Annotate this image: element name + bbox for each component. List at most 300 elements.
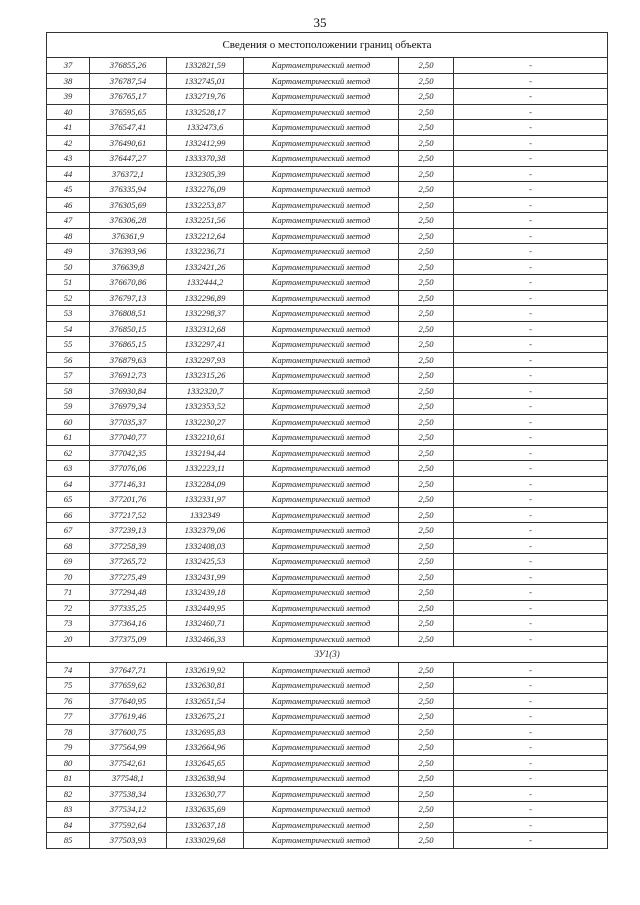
description-cell: - xyxy=(454,352,608,368)
point-number: 48 xyxy=(47,228,90,244)
method-cell: Картометрический метод xyxy=(244,709,399,725)
point-number: 42 xyxy=(47,135,90,151)
point-number: 64 xyxy=(47,476,90,492)
point-number: 38 xyxy=(47,73,90,89)
table-row xyxy=(47,321,608,337)
coord-x: 376865,15 xyxy=(90,337,167,353)
point-number: 67 xyxy=(47,523,90,539)
point-number: 72 xyxy=(47,600,90,616)
coord-y: 1332320,7 xyxy=(167,383,244,399)
coord-x: 376855,26 xyxy=(90,58,167,74)
point-number: 68 xyxy=(47,538,90,554)
description-cell: - xyxy=(454,228,608,244)
coord-x: 376797,13 xyxy=(90,290,167,306)
point-number: 39 xyxy=(47,89,90,105)
method-cell: Картометрический метод xyxy=(244,368,399,384)
table-row xyxy=(47,104,608,120)
coord-x: 377258,39 xyxy=(90,538,167,554)
coord-y: 1332675,21 xyxy=(167,709,244,725)
method-cell: Картометрический метод xyxy=(244,352,399,368)
accuracy-cell: 2,50 xyxy=(399,554,454,570)
coord-x: 377040,77 xyxy=(90,430,167,446)
accuracy-cell: 2,50 xyxy=(399,709,454,725)
coord-x: 376305,69 xyxy=(90,197,167,213)
method-cell: Картометрический метод xyxy=(244,492,399,508)
point-number: 78 xyxy=(47,724,90,740)
method-cell: Картометрический метод xyxy=(244,182,399,198)
table-row xyxy=(47,259,608,275)
accuracy-cell: 2,50 xyxy=(399,275,454,291)
point-number: 54 xyxy=(47,321,90,337)
table-row xyxy=(47,135,608,151)
accuracy-cell: 2,50 xyxy=(399,445,454,461)
method-cell: Картометрический метод xyxy=(244,476,399,492)
accuracy-cell: 2,50 xyxy=(399,244,454,260)
coord-y: 1332305,39 xyxy=(167,166,244,182)
accuracy-cell: 2,50 xyxy=(399,166,454,182)
point-number: 60 xyxy=(47,414,90,430)
point-number: 73 xyxy=(47,616,90,632)
description-cell: - xyxy=(454,275,608,291)
point-number: 81 xyxy=(47,771,90,787)
coord-x: 376447,27 xyxy=(90,151,167,167)
table-title-row xyxy=(47,33,608,58)
method-cell: Картометрический метод xyxy=(244,724,399,740)
accuracy-cell: 2,50 xyxy=(399,833,454,849)
table-row xyxy=(47,89,608,105)
point-number: 56 xyxy=(47,352,90,368)
method-cell: Картометрический метод xyxy=(244,817,399,833)
table-row xyxy=(47,678,608,694)
description-cell: - xyxy=(454,709,608,725)
description-cell: - xyxy=(454,58,608,74)
coord-y: 1332353,52 xyxy=(167,399,244,415)
accuracy-cell: 2,50 xyxy=(399,786,454,802)
coord-y: 1332473,6 xyxy=(167,120,244,136)
coord-y: 1333029,68 xyxy=(167,833,244,849)
coord-y: 1332349 xyxy=(167,507,244,523)
coord-x: 377146,31 xyxy=(90,476,167,492)
coord-y: 1332638,94 xyxy=(167,771,244,787)
description-cell: - xyxy=(454,507,608,523)
method-cell: Картометрический метод xyxy=(244,228,399,244)
coord-x: 376787,54 xyxy=(90,73,167,89)
section-label: ЗУ1(3) xyxy=(47,647,608,663)
coord-y: 1333370,38 xyxy=(167,151,244,167)
description-cell: - xyxy=(454,290,608,306)
table-row xyxy=(47,569,608,585)
description-cell: - xyxy=(454,693,608,709)
coord-y: 1332651,54 xyxy=(167,693,244,709)
page-number: 35 xyxy=(313,15,327,30)
accuracy-cell: 2,50 xyxy=(399,523,454,539)
accuracy-cell: 2,50 xyxy=(399,58,454,74)
method-cell: Картометрический метод xyxy=(244,73,399,89)
coord-y: 1332439,18 xyxy=(167,585,244,601)
coord-x: 377640,95 xyxy=(90,693,167,709)
accuracy-cell: 2,50 xyxy=(399,461,454,477)
method-cell: Картометрический метод xyxy=(244,120,399,136)
point-number: 70 xyxy=(47,569,90,585)
coord-y: 1332230,27 xyxy=(167,414,244,430)
coord-y: 1332528,17 xyxy=(167,104,244,120)
table-row xyxy=(47,740,608,756)
accuracy-cell: 2,50 xyxy=(399,89,454,105)
description-cell: - xyxy=(454,492,608,508)
coord-y: 1332297,93 xyxy=(167,352,244,368)
table-row xyxy=(47,724,608,740)
point-number: 75 xyxy=(47,678,90,694)
coord-x: 376912,73 xyxy=(90,368,167,384)
point-number: 65 xyxy=(47,492,90,508)
coord-x: 377592,64 xyxy=(90,817,167,833)
coord-x: 377042,35 xyxy=(90,445,167,461)
point-number: 44 xyxy=(47,166,90,182)
accuracy-cell: 2,50 xyxy=(399,383,454,399)
description-cell: - xyxy=(454,414,608,430)
table-row xyxy=(47,461,608,477)
method-cell: Картометрический метод xyxy=(244,786,399,802)
method-cell: Картометрический метод xyxy=(244,585,399,601)
point-number: 85 xyxy=(47,833,90,849)
point-number: 76 xyxy=(47,693,90,709)
table-row xyxy=(47,833,608,849)
description-cell: - xyxy=(454,631,608,647)
accuracy-cell: 2,50 xyxy=(399,352,454,368)
table-row xyxy=(47,337,608,353)
description-cell: - xyxy=(454,182,608,198)
description-cell: - xyxy=(454,151,608,167)
table-row xyxy=(47,151,608,167)
description-cell: - xyxy=(454,817,608,833)
method-cell: Картометрический метод xyxy=(244,399,399,415)
table-row xyxy=(47,166,608,182)
point-number: 59 xyxy=(47,399,90,415)
method-cell: Картометрический метод xyxy=(244,662,399,678)
coord-y: 1332412,99 xyxy=(167,135,244,151)
accuracy-cell: 2,50 xyxy=(399,802,454,818)
description-cell: - xyxy=(454,383,608,399)
table-row xyxy=(47,755,608,771)
point-number: 53 xyxy=(47,306,90,322)
description-cell: - xyxy=(454,771,608,787)
method-cell: Картометрический метод xyxy=(244,166,399,182)
coord-x: 377265,72 xyxy=(90,554,167,570)
coord-x: 376808,51 xyxy=(90,306,167,322)
coord-y: 1332444,2 xyxy=(167,275,244,291)
boundary-coordinates-table xyxy=(46,32,608,849)
point-number: 69 xyxy=(47,554,90,570)
table-row xyxy=(47,445,608,461)
table-row xyxy=(47,693,608,709)
coord-y: 1332298,37 xyxy=(167,306,244,322)
description-cell: - xyxy=(454,445,608,461)
table-row xyxy=(47,213,608,229)
description-cell: - xyxy=(454,523,608,539)
coord-y: 1332821,59 xyxy=(167,58,244,74)
table-row xyxy=(47,228,608,244)
coord-x: 377600,75 xyxy=(90,724,167,740)
table-row xyxy=(47,662,608,678)
method-cell: Картометрический метод xyxy=(244,755,399,771)
coord-y: 1332425,53 xyxy=(167,554,244,570)
accuracy-cell: 2,50 xyxy=(399,538,454,554)
description-cell: - xyxy=(454,476,608,492)
coord-y: 1332635,69 xyxy=(167,802,244,818)
coord-x: 376670,86 xyxy=(90,275,167,291)
point-number: 41 xyxy=(47,120,90,136)
coord-x: 377201,76 xyxy=(90,492,167,508)
section-row xyxy=(47,647,608,663)
accuracy-cell: 2,50 xyxy=(399,817,454,833)
coord-y: 1332296,89 xyxy=(167,290,244,306)
coord-x: 377564,99 xyxy=(90,740,167,756)
table-row xyxy=(47,476,608,492)
method-cell: Картометрический метод xyxy=(244,213,399,229)
coord-y: 1332637,18 xyxy=(167,817,244,833)
coord-y: 1332212,64 xyxy=(167,228,244,244)
table-row xyxy=(47,631,608,647)
table-row xyxy=(47,368,608,384)
point-number: 80 xyxy=(47,755,90,771)
coord-x: 376639,8 xyxy=(90,259,167,275)
method-cell: Картометрический метод xyxy=(244,151,399,167)
coord-x: 376979,34 xyxy=(90,399,167,415)
method-cell: Картометрический метод xyxy=(244,740,399,756)
point-number: 37 xyxy=(47,58,90,74)
description-cell: - xyxy=(454,244,608,260)
description-cell: - xyxy=(454,259,608,275)
coord-y: 1332379,06 xyxy=(167,523,244,539)
description-cell: - xyxy=(454,89,608,105)
description-cell: - xyxy=(454,585,608,601)
method-cell: Картометрический метод xyxy=(244,616,399,632)
accuracy-cell: 2,50 xyxy=(399,724,454,740)
accuracy-cell: 2,50 xyxy=(399,135,454,151)
method-cell: Картометрический метод xyxy=(244,693,399,709)
table-row xyxy=(47,802,608,818)
coord-x: 377335,25 xyxy=(90,600,167,616)
coord-y: 1332194,44 xyxy=(167,445,244,461)
method-cell: Картометрический метод xyxy=(244,290,399,306)
accuracy-cell: 2,50 xyxy=(399,569,454,585)
description-cell: - xyxy=(454,197,608,213)
accuracy-cell: 2,50 xyxy=(399,104,454,120)
coord-y: 1332645,65 xyxy=(167,755,244,771)
point-number: 83 xyxy=(47,802,90,818)
method-cell: Картометрический метод xyxy=(244,678,399,694)
coord-y: 1332223,11 xyxy=(167,461,244,477)
coord-x: 377647,71 xyxy=(90,662,167,678)
coord-x: 377217,52 xyxy=(90,507,167,523)
point-number: 20 xyxy=(47,631,90,647)
method-cell: Картометрический метод xyxy=(244,414,399,430)
method-cell: Картометрический метод xyxy=(244,259,399,275)
table-row xyxy=(47,523,608,539)
coord-x: 377076,06 xyxy=(90,461,167,477)
point-number: 47 xyxy=(47,213,90,229)
point-number: 58 xyxy=(47,383,90,399)
method-cell: Картометрический метод xyxy=(244,306,399,322)
coord-x: 376361,9 xyxy=(90,228,167,244)
method-cell: Картометрический метод xyxy=(244,554,399,570)
method-cell: Картометрический метод xyxy=(244,89,399,105)
accuracy-cell: 2,50 xyxy=(399,151,454,167)
accuracy-cell: 2,50 xyxy=(399,290,454,306)
coord-x: 377538,34 xyxy=(90,786,167,802)
method-cell: Картометрический метод xyxy=(244,58,399,74)
coord-x: 377294,48 xyxy=(90,585,167,601)
coord-x: 376372,1 xyxy=(90,166,167,182)
method-cell: Картометрический метод xyxy=(244,275,399,291)
description-cell: - xyxy=(454,600,608,616)
coord-y: 1332210,61 xyxy=(167,430,244,446)
accuracy-cell: 2,50 xyxy=(399,678,454,694)
description-cell: - xyxy=(454,321,608,337)
coord-y: 1332297,41 xyxy=(167,337,244,353)
method-cell: Картометрический метод xyxy=(244,104,399,120)
point-number: 55 xyxy=(47,337,90,353)
method-cell: Картометрический метод xyxy=(244,430,399,446)
description-cell: - xyxy=(454,833,608,849)
point-number: 63 xyxy=(47,461,90,477)
coord-x: 376765,17 xyxy=(90,89,167,105)
description-cell: - xyxy=(454,662,608,678)
description-cell: - xyxy=(454,740,608,756)
coord-y: 1332284,09 xyxy=(167,476,244,492)
description-cell: - xyxy=(454,755,608,771)
accuracy-cell: 2,50 xyxy=(399,585,454,601)
accuracy-cell: 2,50 xyxy=(399,414,454,430)
table-row xyxy=(47,538,608,554)
point-number: 62 xyxy=(47,445,90,461)
table-row xyxy=(47,507,608,523)
coord-y: 1332466,33 xyxy=(167,631,244,647)
point-number: 74 xyxy=(47,662,90,678)
coord-x: 377548,1 xyxy=(90,771,167,787)
description-cell: - xyxy=(454,616,608,632)
table-title: Сведения о местоположении границ объекта xyxy=(47,33,608,58)
accuracy-cell: 2,50 xyxy=(399,337,454,353)
point-number: 77 xyxy=(47,709,90,725)
accuracy-cell: 2,50 xyxy=(399,755,454,771)
method-cell: Картометрический метод xyxy=(244,445,399,461)
table-row xyxy=(47,709,608,725)
accuracy-cell: 2,50 xyxy=(399,740,454,756)
table-row xyxy=(47,554,608,570)
coord-y: 1332421,26 xyxy=(167,259,244,275)
coord-x: 376850,15 xyxy=(90,321,167,337)
coord-y: 1332630,81 xyxy=(167,678,244,694)
coord-y: 1332251,56 xyxy=(167,213,244,229)
point-number: 51 xyxy=(47,275,90,291)
table-row xyxy=(47,383,608,399)
description-cell: - xyxy=(454,786,608,802)
accuracy-cell: 2,50 xyxy=(399,120,454,136)
table-row xyxy=(47,58,608,74)
description-cell: - xyxy=(454,337,608,353)
description-cell: - xyxy=(454,430,608,446)
method-cell: Картометрический метод xyxy=(244,631,399,647)
coord-x: 377239,13 xyxy=(90,523,167,539)
coord-x: 376595,65 xyxy=(90,104,167,120)
accuracy-cell: 2,50 xyxy=(399,476,454,492)
accuracy-cell: 2,50 xyxy=(399,507,454,523)
method-cell: Картометрический метод xyxy=(244,523,399,539)
point-number: 50 xyxy=(47,259,90,275)
description-cell: - xyxy=(454,461,608,477)
coord-x: 377275,49 xyxy=(90,569,167,585)
method-cell: Картометрический метод xyxy=(244,337,399,353)
accuracy-cell: 2,50 xyxy=(399,368,454,384)
coord-y: 1332664,96 xyxy=(167,740,244,756)
accuracy-cell: 2,50 xyxy=(399,213,454,229)
point-number: 79 xyxy=(47,740,90,756)
table-row xyxy=(47,306,608,322)
table-row xyxy=(47,786,608,802)
coord-y: 1332619,92 xyxy=(167,662,244,678)
coord-y: 1332276,09 xyxy=(167,182,244,198)
method-cell: Картометрический метод xyxy=(244,802,399,818)
description-cell: - xyxy=(454,724,608,740)
method-cell: Картометрический метод xyxy=(244,461,399,477)
accuracy-cell: 2,50 xyxy=(399,259,454,275)
table-row xyxy=(47,492,608,508)
coord-x: 376490,61 xyxy=(90,135,167,151)
table-row xyxy=(47,430,608,446)
table-row xyxy=(47,244,608,260)
coord-x: 377619,46 xyxy=(90,709,167,725)
accuracy-cell: 2,50 xyxy=(399,306,454,322)
accuracy-cell: 2,50 xyxy=(399,182,454,198)
table-row xyxy=(47,290,608,306)
coord-x: 376393,96 xyxy=(90,244,167,260)
method-cell: Картометрический метод xyxy=(244,197,399,213)
point-number: 57 xyxy=(47,368,90,384)
point-number: 66 xyxy=(47,507,90,523)
table-row xyxy=(47,73,608,89)
coord-x: 377364,16 xyxy=(90,616,167,632)
table-row xyxy=(47,182,608,198)
table-row xyxy=(47,197,608,213)
coord-y: 1332630,77 xyxy=(167,786,244,802)
method-cell: Картометрический метод xyxy=(244,244,399,260)
coord-y: 1332431,99 xyxy=(167,569,244,585)
table-row xyxy=(47,399,608,415)
coord-y: 1332236,71 xyxy=(167,244,244,260)
accuracy-cell: 2,50 xyxy=(399,631,454,647)
description-cell: - xyxy=(454,104,608,120)
point-number: 52 xyxy=(47,290,90,306)
coord-x: 377534,12 xyxy=(90,802,167,818)
accuracy-cell: 2,50 xyxy=(399,321,454,337)
accuracy-cell: 2,50 xyxy=(399,430,454,446)
description-cell: - xyxy=(454,213,608,229)
point-number: 61 xyxy=(47,430,90,446)
table-row xyxy=(47,585,608,601)
description-cell: - xyxy=(454,569,608,585)
coord-x: 376879,63 xyxy=(90,352,167,368)
method-cell: Картометрический метод xyxy=(244,507,399,523)
description-cell: - xyxy=(454,554,608,570)
coord-y: 1332449,95 xyxy=(167,600,244,616)
coord-x: 377375,09 xyxy=(90,631,167,647)
accuracy-cell: 2,50 xyxy=(399,600,454,616)
accuracy-cell: 2,50 xyxy=(399,197,454,213)
description-cell: - xyxy=(454,73,608,89)
coord-y: 1332315,26 xyxy=(167,368,244,384)
coord-x: 377659,62 xyxy=(90,678,167,694)
